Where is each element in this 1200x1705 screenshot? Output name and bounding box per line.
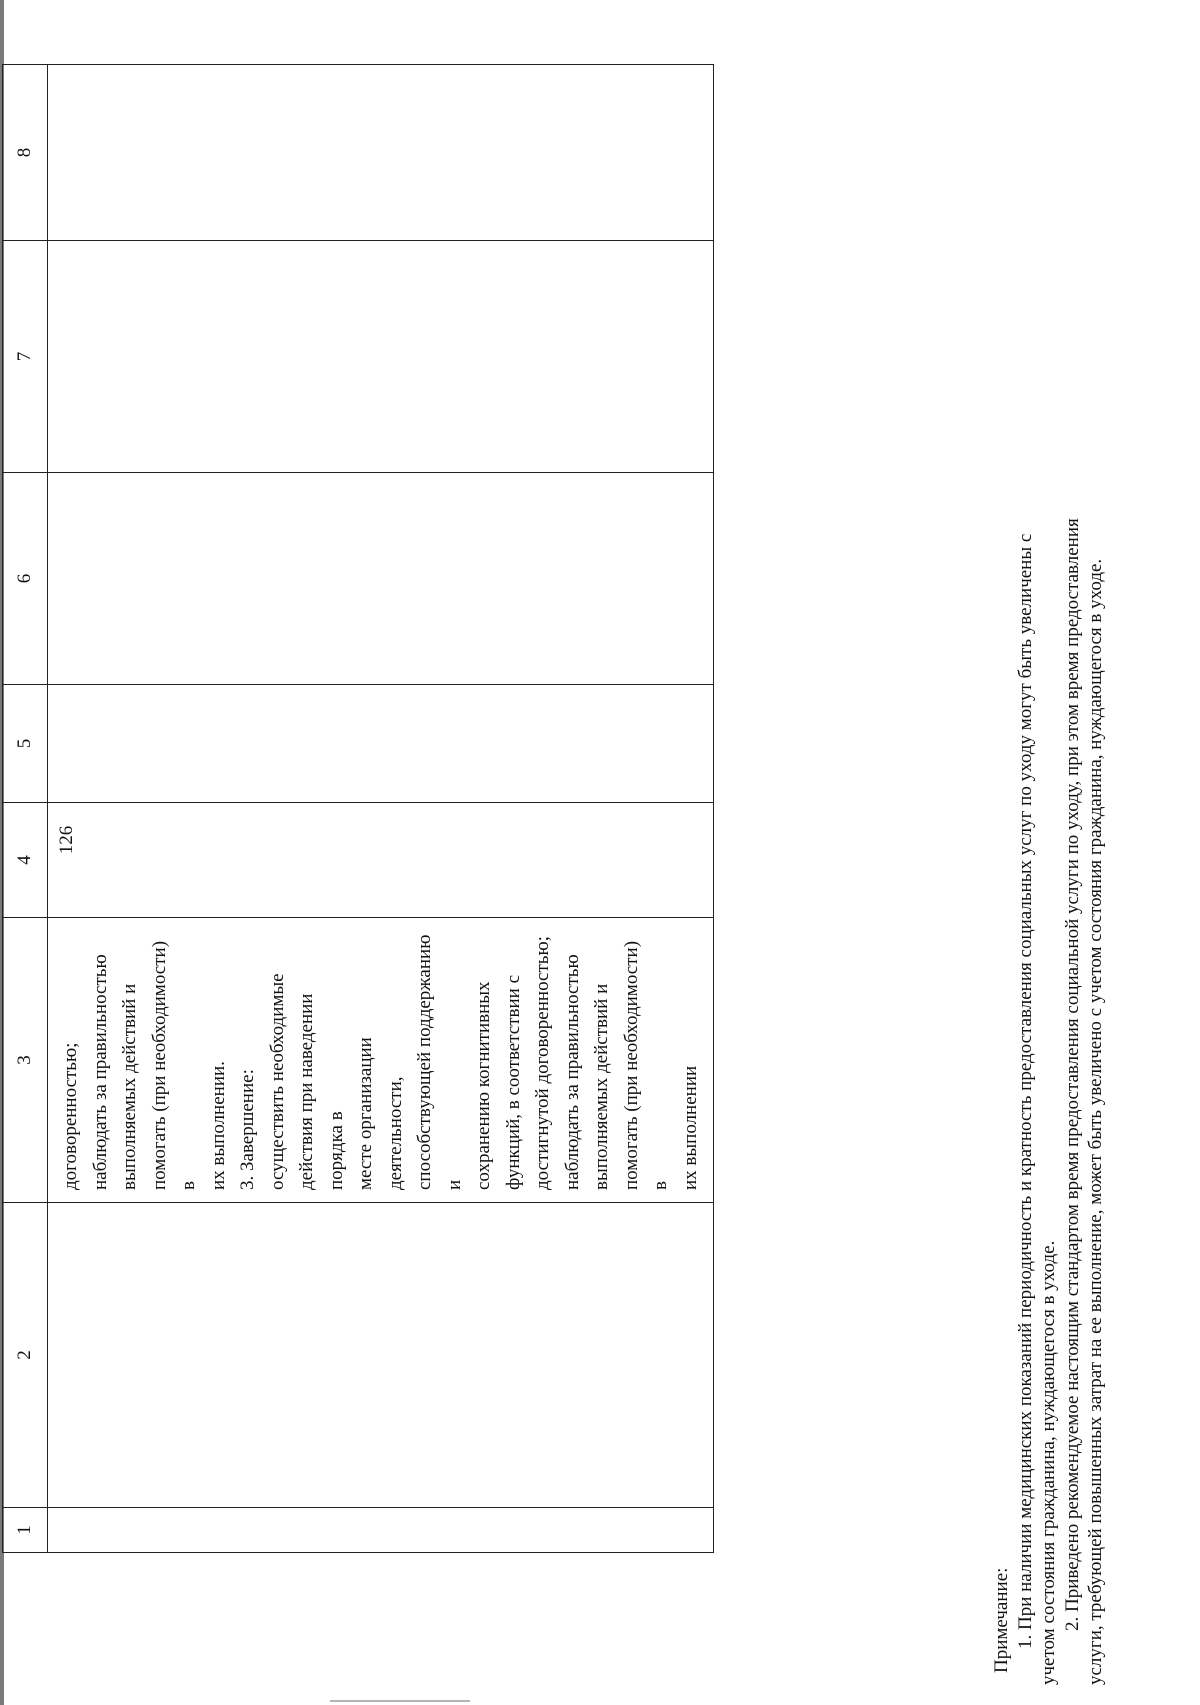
page-number: 126 <box>56 825 77 855</box>
description-line: 3. Завершение: <box>237 1069 258 1190</box>
description-line: функций, в соответствии с <box>502 974 524 1190</box>
table-cell <box>48 1203 714 1508</box>
description-line: договоренностью; <box>60 1042 81 1190</box>
header-cell: 3 <box>3 918 48 1203</box>
table-cell-description <box>48 918 714 1203</box>
note-1-line-1: 1. При наличии медицинских показаний периодичность и кратность предоставления социальных услуг по уходу могут быть увеличены с <box>1014 533 1036 1649</box>
description-line: действия при наведении порядка в <box>296 993 347 1190</box>
note-2-line-1: 2. Приведено рекомендуемое настоящим стандартом время предоставления социальной услуги по уходу, при этом время предоставления <box>1061 518 1083 1631</box>
header-cell: 4 <box>3 803 48 918</box>
table-cell <box>48 65 714 241</box>
table-cell <box>48 1508 714 1553</box>
description-line: месте организации деятельности, <box>355 1037 406 1190</box>
header-cell: 5 <box>3 685 48 803</box>
header-cell: 7 <box>3 241 48 473</box>
note-2-line-2: услуги, требующей повышенных затрат на ее выполнение, может быть увеличено с учетом состояния гражданина, нуждающегося в уходе. <box>1085 558 1107 1685</box>
table-cell <box>48 241 714 473</box>
description-line: помогать (при необходимости) в <box>620 940 671 1190</box>
description-line: наблюдать за правильностью <box>561 954 583 1190</box>
description-line: выполняемых действий и <box>119 983 140 1190</box>
description-line: осуществить необходимые <box>266 973 288 1190</box>
table-cell <box>48 473 714 685</box>
description-line: их выполнении <box>679 1065 701 1190</box>
services-table <box>2 64 714 1553</box>
table-header-row <box>3 65 48 1553</box>
table-cell <box>48 685 714 803</box>
description-line: выполняемых действий и <box>591 983 612 1190</box>
header-cell: 6 <box>3 473 48 685</box>
table-cell <box>48 803 714 918</box>
description-line: наблюдать за правильностью <box>89 954 111 1190</box>
header-cell: 2 <box>3 1203 48 1508</box>
description-line: их выполнении. <box>207 1061 229 1190</box>
notes-block <box>990 125 1108 1685</box>
header-cell: 1 <box>3 1508 48 1553</box>
description-line: сохранению когнитивных <box>473 981 494 1190</box>
notes-title: Примечание: <box>991 1567 1013 1673</box>
description-line: достигнутой договоренностью; <box>532 936 553 1190</box>
header-cell: 8 <box>3 65 48 241</box>
note-1-line-2: учетом состояния гражданина, нуждающегося в уходе. <box>1038 1240 1060 1685</box>
description-line: помогать (при необходимости) в <box>148 940 199 1190</box>
table-row <box>48 65 714 1553</box>
description-line: способствующей поддержанию и <box>414 934 465 1190</box>
